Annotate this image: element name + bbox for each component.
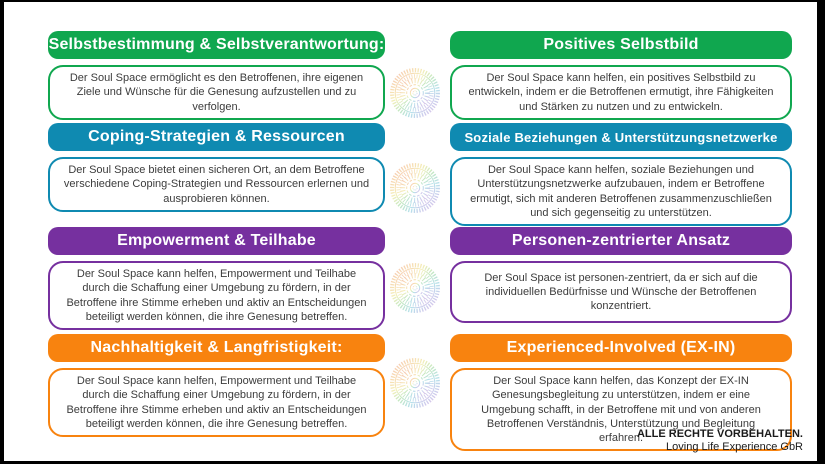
card-body: Der Soul Space kann helfen, Empowerment und Teilhabe durch die Schaffung einer Umgebung zu fördern, in der Betroffene ihre Stimme erheben und aktiv an Entscheidungen beteiligt werden können, die ihre Genesung betreffen.	[48, 261, 385, 330]
card-body: Der Soul Space kann helfen, soziale Beziehungen und Unterstützungsnetzwerke aufzubauen, indem er Betroffene ermutigt, sich mit anderen Betroffenen zusammenzuschließen und sich gegenseitig zu unterstützen.	[450, 157, 792, 226]
rainbow-mandala-icon	[389, 357, 441, 409]
card-personen-zentriert	[450, 227, 792, 323]
card-body: Der Soul Space kann helfen, das Konzept der EX-IN Genesungsbegleitung zu unterstützen, indem er eine Umgebung schafft, in der Betroffene mit und von anderen Betroffenen Verständnis, Unterstützung und Begleitung erfahren.	[450, 368, 792, 451]
card-body: Der Soul Space ermöglicht es den Betroffenen, ihre eigenen Ziele und Wünsche für die Genesung aufzustellen und zu verfolgen.	[48, 65, 385, 120]
rights-reserved-text: ALLE RECHTE VORBEHALTEN.	[636, 427, 803, 440]
left-column	[48, 31, 385, 431]
card-soziale-beziehungen	[450, 123, 792, 219]
card-header: Selbstbestimmung & Selbstverantwortung:	[48, 31, 385, 59]
rainbow-mandala-icon	[389, 162, 441, 214]
company-name-text: Loving Life Experience GbR	[666, 441, 803, 454]
card-header: Coping-Strategien & Ressourcen	[48, 123, 385, 151]
card-selbstbestimmung	[48, 31, 385, 115]
card-coping	[48, 123, 385, 212]
card-header: Positives Selbstbild	[450, 31, 792, 59]
rainbow-mandala-icon	[389, 262, 441, 314]
card-body: Der Soul Space kann helfen, ein positives Selbstbild zu entwickeln, indem er die Betroffenen ermutigt, ihre Fähigkeiten und Stärken zu nutzen und zu entwickeln.	[450, 65, 792, 120]
card-header: Empowerment & Teilhabe	[48, 227, 385, 255]
copyright-notice	[637, 428, 803, 456]
rainbow-mandala-icon	[389, 67, 441, 119]
card-positives-selbstbild	[450, 31, 792, 115]
card-body: Der Soul Space bietet einen sicheren Ort, an dem Betroffene verschiedene Coping-Strategien und Ressourcen erlernen und ausprobieren können.	[48, 157, 385, 212]
card-body: Der Soul Space kann helfen, Empowerment und Teilhabe durch die Schaffung einer Umgebung zu fördern, in der Betroffene ihre Stimme erheben und aktiv an Entscheidungen beteiligt werden können, die ihre Genesung betreffen.	[48, 368, 385, 437]
card-header: Experienced-Involved (EX-IN)	[450, 334, 792, 362]
card-header: Soziale Beziehungen & Unterstützungsnetzwerke	[450, 123, 792, 151]
card-empowerment	[48, 227, 385, 323]
card-header: Personen-zentrierter Ansatz	[450, 227, 792, 255]
slide-canvas	[4, 2, 817, 461]
card-header: Nachhaltigkeit & Langfristigkeit:	[48, 334, 385, 362]
card-body: Der Soul Space ist personen-zentriert, da er sich auf die individuellen Bedürfnisse und Wünsche der Betroffenen konzentriert.	[450, 261, 792, 323]
card-nachhaltigkeit	[48, 334, 385, 431]
